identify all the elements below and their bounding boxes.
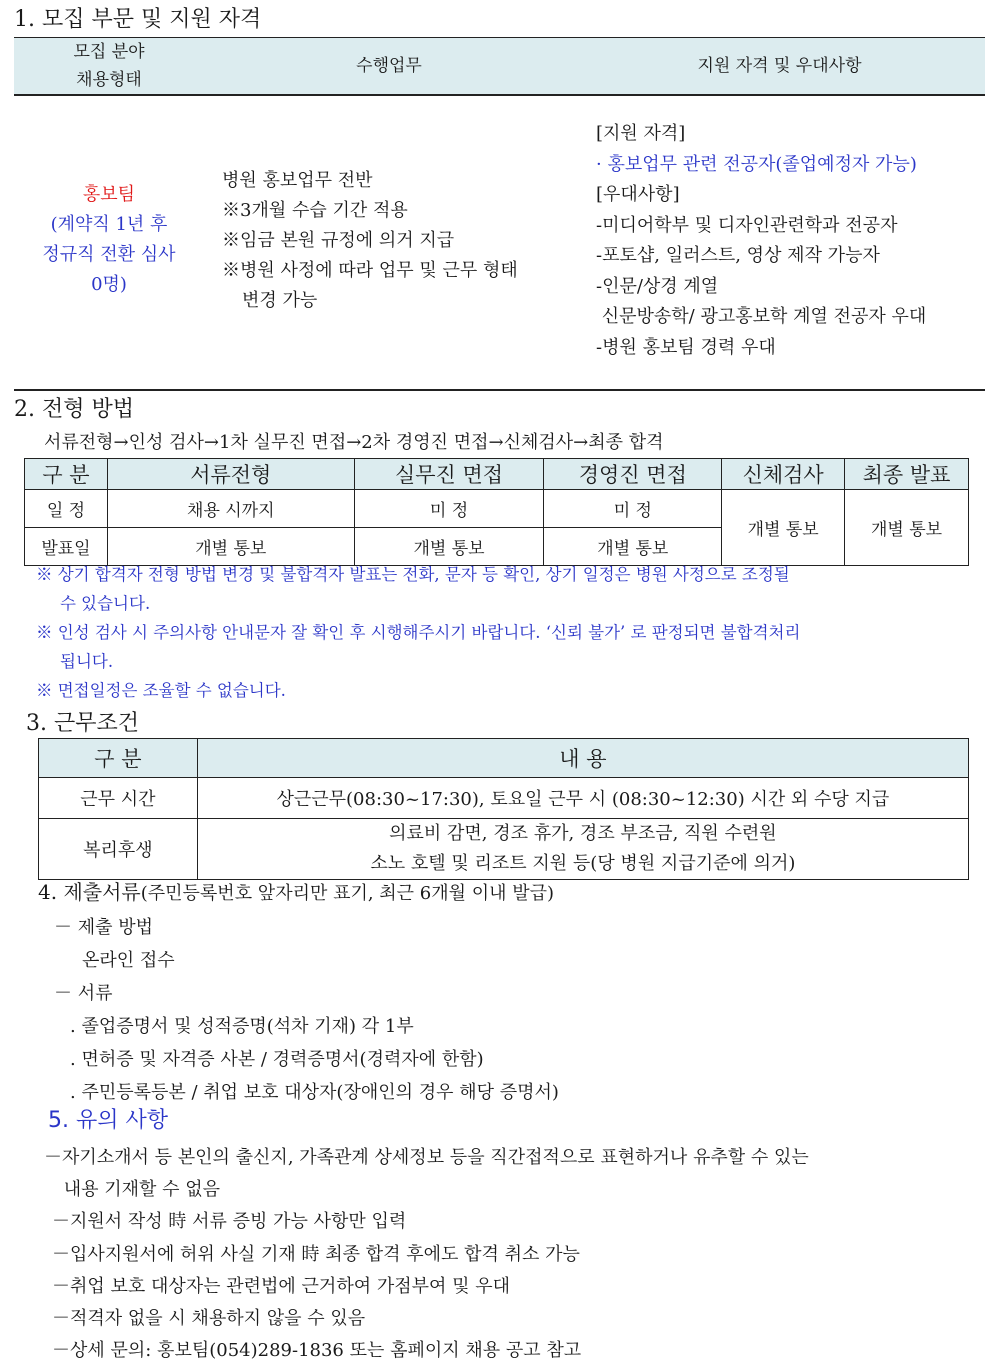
submission-list	[54, 911, 559, 1109]
section3-title: 3. 근무조건	[26, 711, 139, 736]
pref-item: -병원 홍보팀 경력 우대	[596, 336, 776, 358]
row-label-benefits: 복리후생	[39, 819, 198, 880]
duties-cell	[222, 166, 518, 316]
method-label: － 제출 방법	[54, 917, 153, 938]
benefits-value	[197, 819, 968, 880]
work-conditions-table	[38, 738, 969, 880]
pref-label: [우대사항]	[596, 184, 680, 205]
notice-item: －상세 문의: 홍보팀(054)289-1836 또는 홈페이지 채용 공고 참고	[52, 1340, 582, 1362]
selection-notes	[36, 560, 800, 705]
table-cell: 개별 통보	[845, 490, 969, 566]
section4-title: 4. 제출서류	[38, 880, 141, 904]
table-cell: 미 정	[354, 490, 544, 528]
col-header: 실무진 면접	[354, 459, 544, 490]
team-detail-2: 정규직 전환 심사	[42, 244, 176, 265]
section2-title: 2. 전형 방법	[14, 397, 134, 422]
col-header: 경영진 면접	[544, 459, 722, 490]
section5-title: 5. 유의 사항	[48, 1108, 168, 1133]
table-cell: 개별 통보	[354, 528, 544, 566]
note-item: 수 있습니다.	[60, 594, 151, 613]
team-detail-1: (계약직 1년 후	[50, 214, 168, 235]
section4-note: (주민등록번호 앞자리만 표기, 최근 6개월 이내 발급)	[140, 883, 555, 904]
notice-item: －자기소개서 등 본인의 출신지, 가족관계 상세정보 등을 직간접적으로 표현하거나 유추할 수 있는	[44, 1147, 809, 1168]
notice-item: －지원서 작성 時 서류 증빙 가능 사항만 입력	[52, 1211, 407, 1233]
note-item: ※ 면접일정은 조율할 수 없습니다.	[36, 681, 286, 700]
selection-table	[24, 458, 969, 566]
doc-item: . 졸업증명서 및 성적증명(석차 기재) 각 1부	[70, 1016, 414, 1037]
notice-list	[44, 1142, 809, 1367]
team-detail-3: 0명)	[91, 274, 127, 295]
notice-item: －입사지원서에 허위 사실 기재 時 최종 합격 후에도 합격 취소 가능	[52, 1243, 580, 1265]
qualifications-cell	[596, 119, 926, 363]
duty-item: 병원 홍보업무 전반	[222, 170, 373, 191]
col-header: 구 분	[39, 739, 198, 778]
table-cell: 개별 통보	[722, 490, 845, 566]
table-cell: 개별 통보	[107, 528, 354, 566]
duty-item: ※3개월 수습 기간 적용	[222, 200, 408, 221]
duty-item: 변경 가능	[242, 290, 318, 311]
row-label-announcement: 발표일	[25, 528, 108, 566]
duty-item: ※임금 본원 규정에 의거 지급	[222, 230, 455, 251]
table-cell: 채용 시까지	[107, 490, 354, 528]
benefit-line: 의료비 감면, 경조 휴가, 경조 부조금, 직원 수련원	[389, 823, 777, 844]
header-employment-type: 채용형태	[76, 70, 142, 90]
note-item: ※ 상기 합격자 전형 방법 변경 및 불합격자 발표는 전화, 문자 등 확인, 상기 일정은 병원 사정으로 조정될	[36, 565, 790, 584]
duty-item: ※병원 사정에 따라 업무 및 근무 형태	[222, 260, 518, 281]
section1-title: 1. 모집 부문 및 지원 자격	[14, 7, 262, 32]
pref-item: -미디어학부 및 디자인관련학과 전공자	[596, 214, 898, 236]
table-cell: 미 정	[544, 490, 722, 528]
col-header: 서류전형	[107, 459, 354, 490]
note-item: 됩니다.	[60, 652, 114, 671]
section4-heading	[38, 876, 554, 905]
notice-item: －적격자 없을 시 채용하지 않을 수 있음	[52, 1308, 366, 1330]
col-header: 최종 발표	[845, 459, 969, 490]
team-name: 홍보팀	[82, 184, 136, 205]
pref-item: 신문방송학/ 광고홍보학 계열 전공자 우대	[596, 306, 927, 327]
notice-item: 내용 기재할 수 없음	[58, 1179, 220, 1201]
col-header: 신체검사	[722, 459, 845, 490]
recruit-table-header	[14, 37, 985, 96]
row-label-hours: 근무 시간	[39, 778, 198, 819]
qual-label: [지원 자격]	[596, 123, 686, 144]
doc-item: . 주민등록등본 / 취업 보호 대상자(장애인의 경우 해당 증명서)	[70, 1082, 559, 1103]
col-header: 내 용	[197, 739, 968, 778]
col-header: 구 분	[25, 459, 108, 490]
benefit-line: 소노 호텔 및 리조트 지원 등(당 병원 지급기준에 의거)	[370, 853, 796, 874]
docs-label: － 서류	[54, 983, 113, 1004]
qual-item: · 홍보업무 관련 전공자(졸업예정자 가능)	[596, 153, 917, 175]
section1-divider	[14, 389, 985, 391]
header-field: 모집 분야	[73, 42, 145, 62]
work-hours-value: 상근근무(08:30~17:30), 토요일 근무 시 (08:30~12:30) 시간 외 수당 지급	[197, 778, 968, 819]
team-cell	[14, 180, 204, 300]
note-item: ※ 인성 검사 시 주의사항 안내문자 잘 확인 후 시행해주시기 바랍니다. ‘신뢰 불가’ 로 판정되면 불합격처리	[36, 623, 801, 642]
row-label-schedule: 일 정	[25, 490, 108, 528]
doc-item: . 면허증 및 자격증 사본 / 경력증명서(경력자에 한함)	[70, 1049, 484, 1070]
header-qualifications: 지원 자격 및 우대사항	[697, 56, 862, 76]
table-cell: 개별 통보	[544, 528, 722, 566]
pref-item: -포토샵, 일러스트, 영상 제작 가능자	[596, 245, 880, 266]
selection-flow: 서류전형→인성 검사→1차 실무진 면접→2차 경영진 면접→신체검사→최종 합격	[44, 432, 664, 453]
pref-item: -인문/상경 계열	[596, 275, 719, 297]
method-value: 온라인 접수	[82, 950, 175, 971]
notice-item: －취업 보호 대상자는 관련법에 근거하여 가점부여 및 우대	[52, 1275, 510, 1297]
header-duties: 수행업무	[356, 56, 422, 76]
